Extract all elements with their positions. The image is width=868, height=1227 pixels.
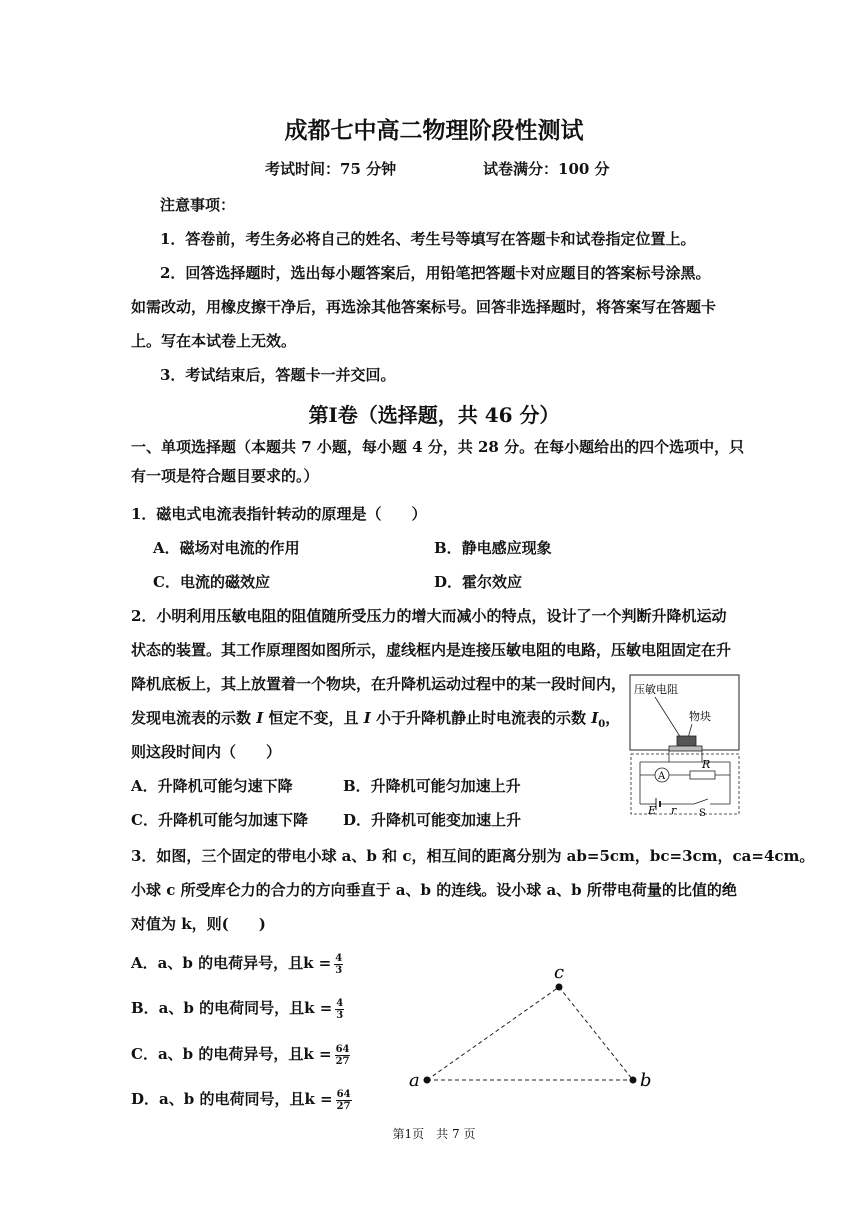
- ball-c: [556, 984, 563, 991]
- q3-triangle-diagram: [400, 958, 660, 1093]
- part1-heading-line-1: 一、单项选择题（本题共 7 小题，每小题 4 分，共 28 分。在每小题给出的四个选项中，只: [131, 438, 745, 456]
- block: [677, 736, 696, 746]
- resistor-r: [690, 771, 715, 779]
- exam-score: 试卷满分：100 分: [483, 160, 610, 178]
- q3-option-d: D．a、b 的电荷同号，且k = $\frac{64}{27}$: [131, 1088, 351, 1112]
- notice-item-2-line-1: 2．回答选择题时，选出每小题答案后，用铅笔把答题卡对应题目的答案标号涂黑。: [160, 264, 711, 282]
- label-internal-resistance: r: [671, 804, 677, 817]
- q1-option-a: A．磁场对电流的作用: [153, 539, 300, 557]
- exam-time: 考试时间：75 分钟: [265, 160, 397, 178]
- q2-stem-line-1: 2．小明利用压敏电阻的阻值随所受压力的增大而减小的特点，设计了一个判断升降机运动: [131, 607, 727, 625]
- section-title: 第Ⅰ卷（选择题，共 46 分）: [308, 403, 560, 427]
- q3-option-a: A．a、b 的电荷异号，且k = $\frac{4}{3}$: [131, 952, 343, 976]
- q3-stem-line-1: 3．如图，三个固定的带电小球 a、b 和 c，相互间的距离分别为 ab=5cm，bc=3cm，ca=4cm。: [131, 847, 815, 865]
- q3-stem-line-2: 小球 c 所受库仑力的合力的方向垂直于 a、b 的连线。设小球 a、b 所带电荷量的比值的绝: [131, 881, 737, 899]
- page-title: 成都七中高二物理阶段性测试: [284, 117, 584, 144]
- segment-ac: [427, 987, 559, 1080]
- part1-heading-line-2: 有一项是符合题目要求的。）: [131, 467, 319, 485]
- q2-stem-line-5: 则这段时间内（ ）: [131, 743, 282, 761]
- notice-item-3: 3．考试结束后，答题卡一并交回。: [160, 366, 396, 384]
- q1-stem: 1．磁电式电流表指针转动的原理是（ ）: [131, 505, 427, 523]
- label-emf: E: [648, 804, 657, 817]
- q2-stem-line-2: 状态的装置。其工作原理图如图所示，虚线框内是连接压敏电阻的电路，压敏电阻固定在升: [131, 641, 732, 659]
- label-a: a: [409, 1070, 420, 1091]
- q3-stem-line-3: 对值为 k，则( ): [131, 915, 266, 933]
- notice-item-1: 1．答卷前，考生务必将自己的姓名、考生号等填写在答题卡和试卷指定位置上。: [160, 230, 696, 248]
- q2-option-b: B．升降机可能匀加速上升: [343, 777, 521, 795]
- page-footer: 第1页 共 7 页: [392, 1127, 476, 1141]
- ball-b: [630, 1077, 637, 1084]
- notice-item-2-line-3: 上。写在本试卷上无效。: [131, 332, 297, 350]
- q2-circuit-diagram: [626, 672, 744, 818]
- q1-option-c: C．电流的磁效应: [153, 573, 270, 591]
- q1-option-d: D．霍尔效应: [434, 573, 523, 591]
- notice-heading: 注意事项：: [160, 196, 236, 214]
- label-b: b: [640, 1070, 652, 1091]
- q1-option-b: B．静电感应现象: [434, 539, 552, 557]
- q2-option-c: C．升降机可能匀加速下降: [131, 811, 308, 829]
- pressure-sensor: [669, 746, 702, 751]
- ball-a: [424, 1077, 431, 1084]
- label-pressure-sensor: 压敏电阻: [634, 683, 678, 696]
- switch-lever: [694, 799, 708, 804]
- q3-option-c: C．a、b 的电荷异号，且k = $\frac{64}{27}$: [131, 1043, 350, 1067]
- segment-bc: [559, 987, 633, 1080]
- label-switch: S: [699, 808, 706, 818]
- q2-stem-line-3: 降机底板上，其上放置着一个物块，在升降机运动过程中的某一段时间内，: [131, 675, 627, 693]
- label-c: c: [554, 962, 565, 983]
- q2-stem-line-4: 发现电流表的示数 I 恒定不变，且 I 小于升降机静止时电流表的示数 $I_0$，: [131, 709, 621, 730]
- label-block: 物块: [689, 710, 711, 723]
- label-ammeter: A: [658, 771, 666, 782]
- notice-item-2-line-2: 如需改动，用橡皮擦干净后，再选涂其他答案标号。回答非选择题时，将答案写在答题卡: [131, 298, 717, 316]
- label-resistor: R: [702, 758, 711, 771]
- q3-option-b: B．a、b 的电荷同号，且k = $\frac{4}{3}$: [131, 997, 344, 1021]
- q2-option-a: A．升降机可能匀速下降: [131, 777, 293, 795]
- q2-option-d: D．升降机可能变加速上升: [343, 811, 522, 829]
